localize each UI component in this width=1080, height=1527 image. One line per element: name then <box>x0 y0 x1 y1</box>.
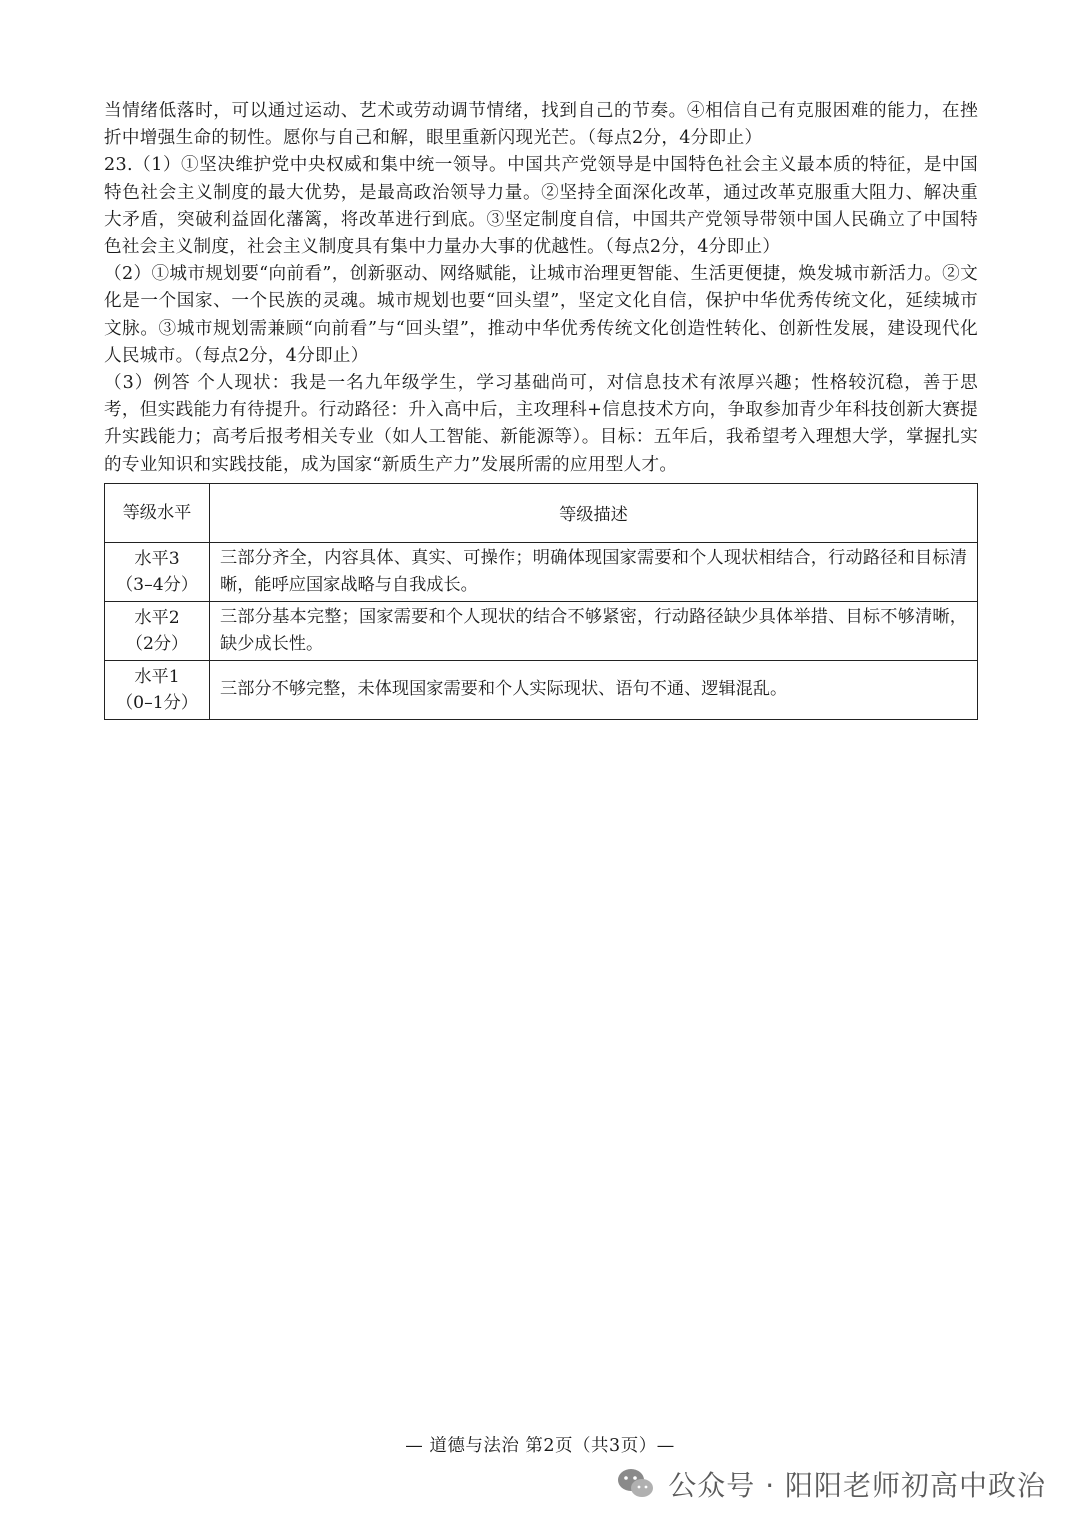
level-cell <box>105 542 210 601</box>
level-score: （3–4分） <box>115 574 199 595</box>
watermark <box>616 1464 1046 1504</box>
answer-content <box>104 98 978 720</box>
level-description: 三部分不够完整，未体现国家需要和个人实际现状、语句不通、逻辑混乱。 <box>210 660 978 719</box>
level-cell <box>105 601 210 660</box>
level-name: 水平3 <box>134 548 180 569</box>
table-row <box>105 542 978 601</box>
level-cell <box>105 660 210 719</box>
level-score: （0–1分） <box>115 692 199 713</box>
level-description: 三部分基本完整；国家需要和个人现状的结合不够紧密，行动路径缺少具体举措、目标不够清晰，缺少成长性。 <box>210 601 978 660</box>
table-row <box>105 601 978 660</box>
table-row <box>105 660 978 719</box>
header-level: 等级水平 <box>105 483 210 542</box>
page-footer: — 道德与法治 第2页（共3页）— <box>405 1436 675 1456</box>
paragraph-intro: 当情绪低落时，可以通过运动、艺术或劳动调节情绪，找到自己的节奏。④相信自己有克服困难的能力，在挫折中增强生命的韧性。愿你与自己和解，眼里重新闪现光芒。（每点2分，4分即止） <box>104 101 978 149</box>
paragraph-q23-1: 23.（1）①坚决维护党中央权威和集中统一领导。中国共产党领导是中国特色社会主义最本质的特征，是中国特色社会主义制度的最大优势，是最高政治领导力量。②坚持全面深化改革，通过改革克服重大阻力、解决重大矛盾，突破利益固化藩篱，将改革进行到底。③坚定制度自信，中国共产党领导带领中国人民确立了中国特色社会主义制度，社会主义制度具有集中力量办大事的优越性。（每点2分，4分即止） <box>104 155 978 258</box>
watermark-text: 公众号 · 阳阳老师初高中政治 <box>668 1469 1046 1502</box>
wechat-icon <box>616 1467 656 1501</box>
level-name: 水平1 <box>134 666 180 687</box>
grading-rubric-table <box>104 483 978 720</box>
paragraph-q23-2: （2）①城市规划要“向前看”，创新驱动、网络赋能，让城市治理更智能、生活更便捷，焕发城市新活力。②文化是一个国家、一个民族的灵魂。城市规划也要“回头望”，坚定文化自信，保护中华优秀传统文化，延续城市文脉。③城市规划需兼顾“向前看”与“回头望”，推动中华优秀传统文化创造性转化、创新性发展，建设现代化人民城市。（每点2分，4分即止） <box>104 264 978 366</box>
table-header-row <box>105 483 978 542</box>
level-score: （2分） <box>125 633 189 654</box>
level-description: 三部分齐全，内容具体、真实、可操作；明确体现国家需要和个人现状相结合，行动路径和目标清晰，能呼应国家战略与自我成长。 <box>210 542 978 601</box>
paragraph-q23-3: （3）例答 个人现状：我是一名九年级学生，学习基础尚可，对信息技术有浓厚兴趣；性格较沉稳，善于思考，但实践能力有待提升。行动路径：升入高中后，主攻理科+信息技术方向，争取参加青少年科技创新大赛提升实践能力；高考后报考相关专业（如人工智能、新能源等）。目标：五年后，我希望考入理想大学，掌握扎实的专业知识和实践技能，成为国家“新质生产力”发展所需的应用型人才。 <box>104 373 978 475</box>
level-name: 水平2 <box>134 607 180 628</box>
header-description: 等级描述 <box>210 483 978 542</box>
